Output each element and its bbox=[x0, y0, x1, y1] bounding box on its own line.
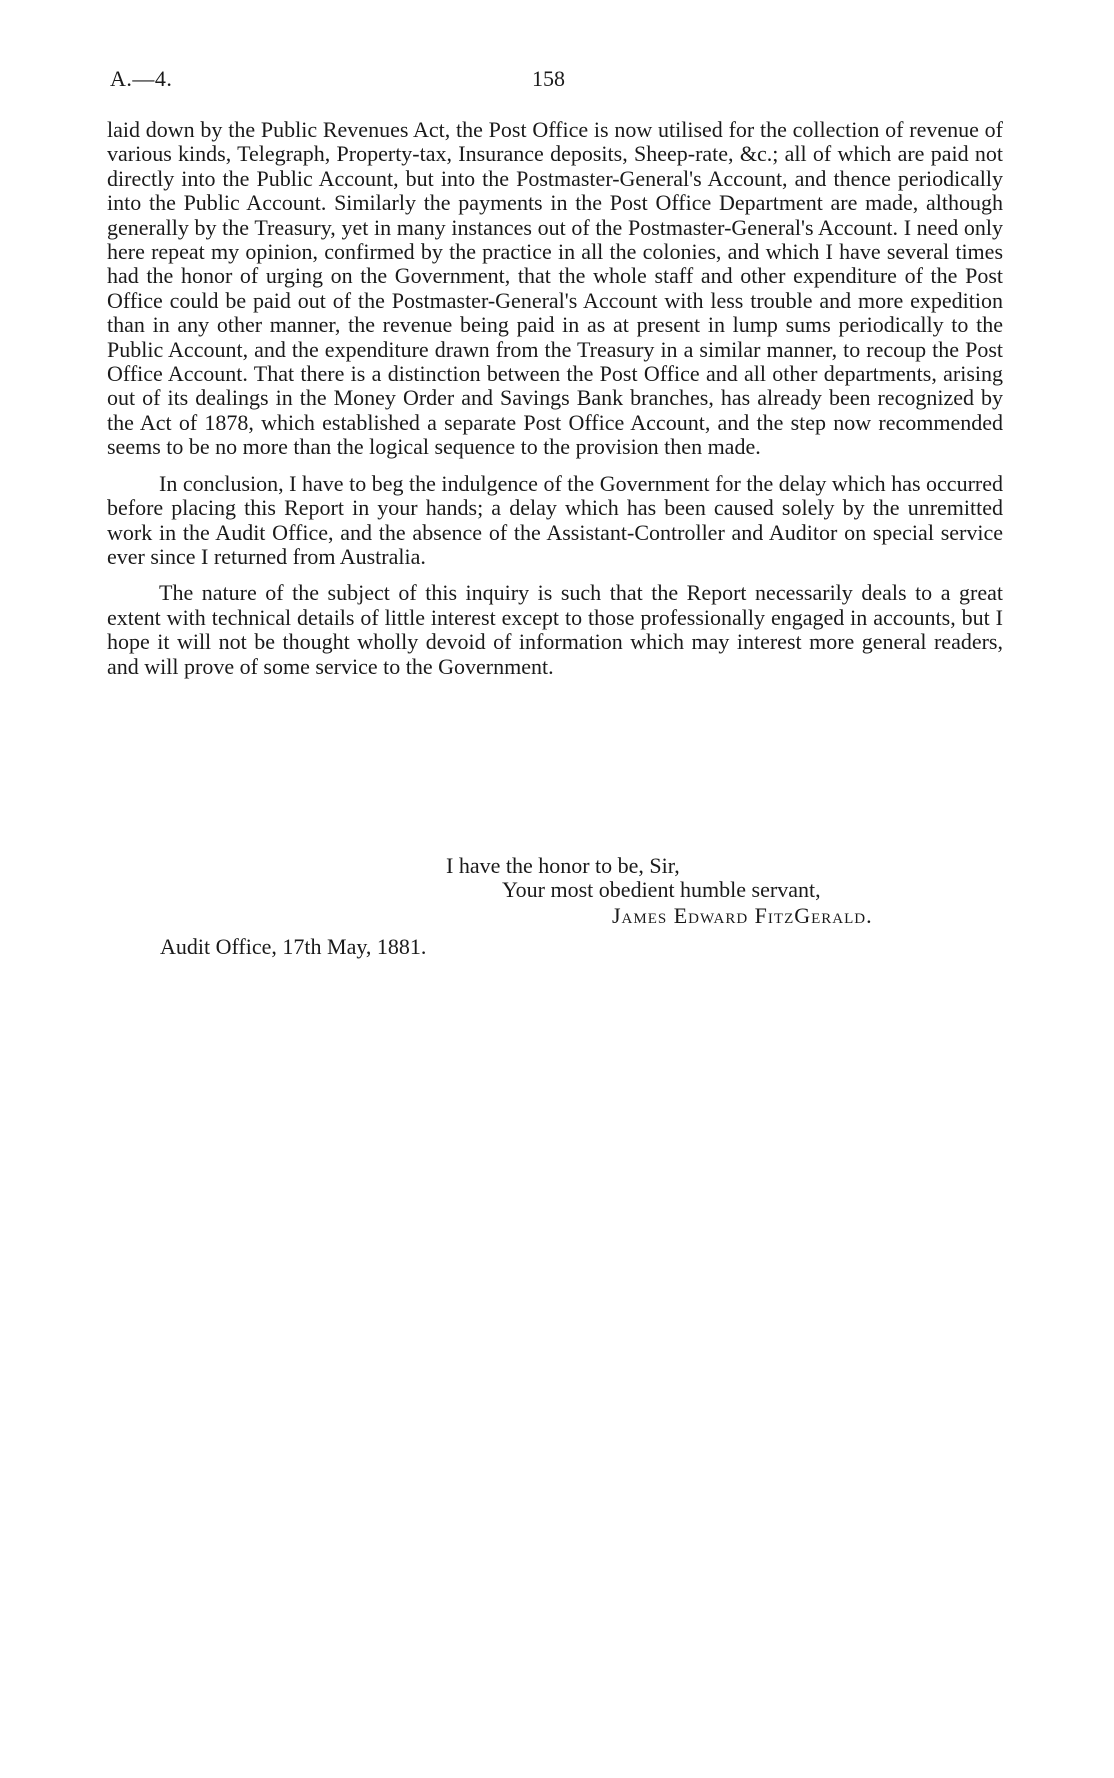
paragraph-conclusion: In conclusion, I have to beg the indulgence of the Government for the delay which has occurred before placing this Report in your hands; a delay which has been caused solely by the unremitted work in the Audit Office, and the absence of the Assistant-Controller and Auditor on special service ever since I returned from Australia. bbox=[107, 470, 1003, 569]
closing-servant: Your most obedient humble servant, bbox=[502, 877, 821, 902]
signatory-name: James Edward FitzGerald. bbox=[612, 903, 873, 928]
report-body bbox=[107, 118, 1003, 679]
paragraph-nature-of-inquiry: The nature of the subject of this inquiry is such that the Report necessarily deals to a great extent with technical details of little interest except to those professionally engaged in accounts, but I hope it will not be thought wholly devoid of information which may interest more general readers, and will prove of some service to the Government. bbox=[107, 580, 1003, 679]
document-reference: A.—4. bbox=[110, 66, 173, 91]
place-and-date: Audit Office, 17th May, 1881. bbox=[160, 934, 427, 959]
page-number: 158 bbox=[532, 66, 565, 91]
paragraph-continuation: laid down by the Public Revenues Act, the Post Office is now utilised for the collection of revenue of various kinds, Telegraph, Property-tax, Insurance deposits, Sheep-rate, &c.; all of which are paid not directly into the Public Account, but into the Postmaster-General's Account, and thence periodically into the Public Account. Similarly the payments in the Post Office Department are made, although generally by the Treasury, yet in many instances out of the Postmaster-General's Account. I need only here repeat my opinion, confirmed by the practice in all the colonies, and which I have several times had the honor of urging on the Government, that the whole staff and other expenditure of the Post Office could be paid out of the Postmaster-General's Account with less trouble and more expedition than in any other manner, the revenue being paid in as at present in lump sums periodically to the Public Account, and the expenditure drawn from the Treasury in a similar manner, to recoup the Post Office Account. That there is a distinction between the Post Office and all other departments, arising out of its dealings in the Money Order and Savings Bank branches, has already been recognized by the Act of 1878, which established a separate Post Office Account, and the step now recommended seems to be no more than the logical sequence to the provision then made. bbox=[107, 117, 1003, 460]
closing-salutation: I have the honor to be, Sir, bbox=[446, 853, 680, 878]
